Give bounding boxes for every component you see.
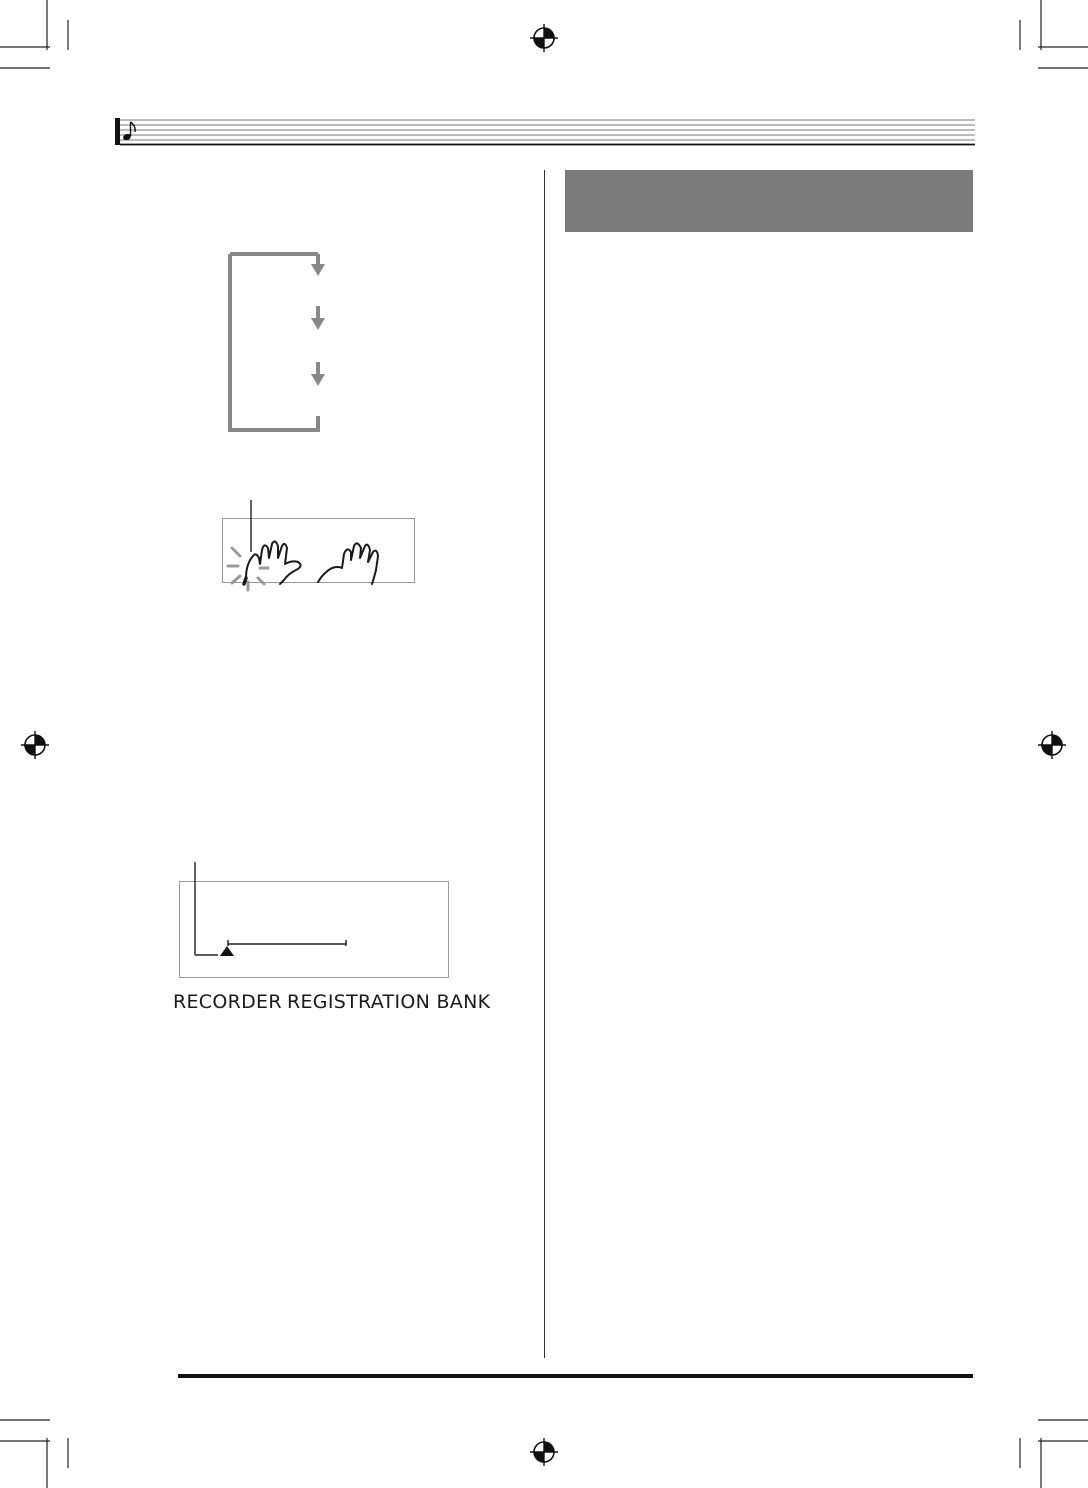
- hands-display-illustration: [220, 498, 440, 608]
- arrow-down-icon: [311, 362, 325, 386]
- bank-bracket: [228, 940, 346, 946]
- registration-target-icon: [529, 1437, 559, 1467]
- registration-target-icon: [20, 730, 50, 760]
- lcd-label-registration-bank: REGISTRATION BANK: [287, 991, 491, 1013]
- column-divider: [544, 170, 545, 1358]
- footer-rule: [178, 1374, 973, 1378]
- lcd-label-recorder: RECORDER: [173, 991, 282, 1013]
- header-staff: [115, 116, 975, 146]
- section-heading-bar: [565, 170, 973, 232]
- left-hand-icon: [244, 541, 301, 584]
- registration-target-icon: [1037, 730, 1067, 760]
- cycle-flow-diagram: [222, 248, 342, 438]
- registration-target-icon: [529, 23, 559, 53]
- arrow-down-icon: [311, 306, 325, 330]
- lcd-display-indicators: [180, 860, 480, 980]
- right-hand-icon: [318, 543, 378, 584]
- triangle-indicator-icon: [220, 946, 234, 956]
- arrow-down-icon: [311, 254, 325, 276]
